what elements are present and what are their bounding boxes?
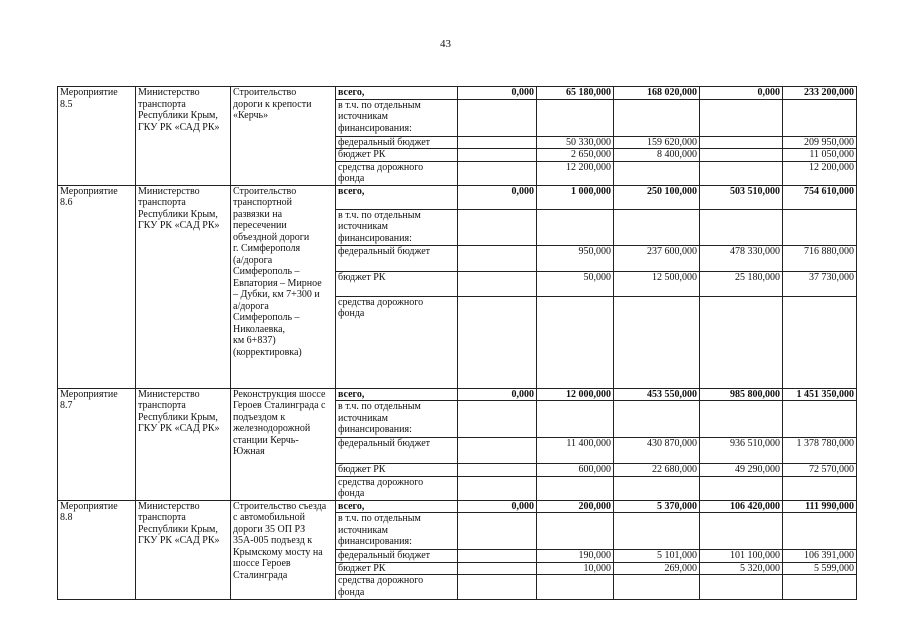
amount-year-1-cell — [458, 550, 537, 563]
amount-year-3-cell — [614, 161, 700, 185]
amount-total-cell: 754 610,000 — [783, 185, 857, 209]
funding-source-total: всего, — [336, 185, 458, 209]
amount-year-2-cell: 12 200,000 — [537, 161, 614, 185]
amount-year-4-cell — [700, 476, 783, 500]
amount-year-3-cell — [614, 99, 700, 136]
amount-year-3-cell: 12 500,000 — [614, 271, 700, 296]
amount-year-4-cell: 0,000 — [700, 87, 783, 100]
amount-year-3-cell: 237 600,000 — [614, 245, 700, 271]
amount-total-cell: 5 599,000 — [783, 562, 857, 575]
funding-source-regional: бюджет РК — [336, 149, 458, 162]
funding-source-road-fund: средства дорожного фонда — [336, 575, 458, 600]
funding-source-regional: бюджет РК — [336, 562, 458, 575]
amount-year-2-cell — [537, 99, 614, 136]
amount-year-2-cell: 50 330,000 — [537, 136, 614, 149]
amount-total-cell: 106 391,000 — [783, 550, 857, 563]
executor-cell-8-8: Министерство транспорта Республики Крым, ГКУ РК «САД РК» — [136, 500, 231, 600]
amount-year-1-cell — [458, 562, 537, 575]
amount-year-1-cell — [458, 209, 537, 245]
amount-total-cell: 37 730,000 — [783, 271, 857, 296]
amount-year-2-cell: 50,000 — [537, 271, 614, 296]
amount-year-3-cell: 5 370,000 — [614, 500, 700, 513]
funding-source-total: всего, — [336, 500, 458, 513]
amount-year-3-cell — [614, 401, 700, 438]
funding-source-breakdown: в т.ч. по отдельным источникам финансирования: — [336, 401, 458, 438]
amount-year-1-cell — [458, 401, 537, 438]
amount-year-4-cell — [700, 575, 783, 600]
amount-year-4-cell: 25 180,000 — [700, 271, 783, 296]
amount-total-cell — [783, 99, 857, 136]
amount-year-2-cell: 11 400,000 — [537, 438, 614, 464]
amount-year-3-cell — [614, 575, 700, 600]
amount-year-4-cell — [700, 296, 783, 388]
funding-source-road-fund: средства дорожного фонда — [336, 296, 458, 388]
executor-cell-8-6: Министерство транспорта Республики Крым, ГКУ РК «САД РК» — [136, 185, 231, 388]
table-row — [58, 500, 857, 513]
amount-year-4-cell — [700, 401, 783, 438]
amount-total-cell: 233 200,000 — [783, 87, 857, 100]
amount-year-3-cell — [614, 209, 700, 245]
amount-year-3-cell: 22 680,000 — [614, 464, 700, 477]
amount-year-4-cell: 106 420,000 — [700, 500, 783, 513]
amount-year-4-cell — [700, 209, 783, 245]
amount-year-1-cell: 0,000 — [458, 185, 537, 209]
amount-year-1-cell — [458, 271, 537, 296]
funding-source-federal: федеральный бюджет — [336, 438, 458, 464]
amount-year-2-cell: 200,000 — [537, 500, 614, 513]
amount-year-4-cell — [700, 136, 783, 149]
amount-total-cell: 111 990,000 — [783, 500, 857, 513]
amount-year-1-cell — [458, 296, 537, 388]
event-cell-8-7: Мероприятие 8.7 — [58, 388, 136, 500]
amount-year-4-cell — [700, 161, 783, 185]
amount-year-2-cell — [537, 575, 614, 600]
amount-year-3-cell: 8 400,000 — [614, 149, 700, 162]
amount-year-4-cell: 985 800,000 — [700, 388, 783, 401]
funding-source-regional: бюджет РК — [336, 271, 458, 296]
amount-year-4-cell: 936 510,000 — [700, 438, 783, 464]
amount-total-cell: 716 880,000 — [783, 245, 857, 271]
amount-year-1-cell — [458, 161, 537, 185]
amount-year-3-cell: 430 870,000 — [614, 438, 700, 464]
amount-year-2-cell — [537, 513, 614, 550]
funding-source-road-fund: средства дорожного фонда — [336, 161, 458, 185]
amount-year-3-cell — [614, 476, 700, 500]
executor-cell-8-7: Министерство транспорта Республики Крым, ГКУ РК «САД РК» — [136, 388, 231, 500]
event-cell-8-6: Мероприятие 8.6 — [58, 185, 136, 388]
amount-year-2-cell: 950,000 — [537, 245, 614, 271]
funding-source-total: всего, — [336, 388, 458, 401]
amount-year-1-cell — [458, 575, 537, 600]
event-cell-8-5: Мероприятие 8.5 — [58, 87, 136, 186]
amount-year-2-cell: 65 180,000 — [537, 87, 614, 100]
amount-year-1-cell — [458, 464, 537, 477]
amount-total-cell: 1 378 780,000 — [783, 438, 857, 464]
amount-year-2-cell: 2 650,000 — [537, 149, 614, 162]
project-name-cell-8-7: Реконструкция шоссе Героев Сталинграда с подъездом к железнодорожной станции Керчь- Южная — [231, 388, 336, 500]
page-number: 43 — [440, 38, 451, 50]
project-name-cell-8-5: Строительство дороги к крепости «Керчь» — [231, 87, 336, 186]
funding-source-total: всего, — [336, 87, 458, 100]
table-body — [58, 87, 857, 600]
executor-cell-8-5: Министерство транспорта Республики Крым, ГКУ РК «САД РК» — [136, 87, 231, 186]
funding-source-federal: федеральный бюджет — [336, 245, 458, 271]
amount-year-4-cell: 101 100,000 — [700, 550, 783, 563]
amount-year-2-cell: 12 000,000 — [537, 388, 614, 401]
amount-total-cell — [783, 401, 857, 438]
amount-year-2-cell — [537, 296, 614, 388]
amount-total-cell: 12 200,000 — [783, 161, 857, 185]
amount-year-1-cell — [458, 99, 537, 136]
amount-year-1-cell: 0,000 — [458, 500, 537, 513]
table-row — [58, 185, 857, 209]
amount-year-2-cell: 600,000 — [537, 464, 614, 477]
table-row — [58, 87, 857, 100]
amount-year-1-cell — [458, 245, 537, 271]
amount-total-cell: 209 950,000 — [783, 136, 857, 149]
table-row — [58, 388, 857, 401]
funding-source-federal: федеральный бюджет — [336, 136, 458, 149]
amount-total-cell: 1 451 350,000 — [783, 388, 857, 401]
amount-year-4-cell — [700, 513, 783, 550]
amount-total-cell — [783, 209, 857, 245]
funding-table — [57, 86, 857, 600]
amount-total-cell: 11 050,000 — [783, 149, 857, 162]
amount-year-1-cell: 0,000 — [458, 388, 537, 401]
amount-year-2-cell: 10,000 — [537, 562, 614, 575]
amount-total-cell — [783, 296, 857, 388]
amount-year-3-cell — [614, 513, 700, 550]
event-cell-8-8: Мероприятие 8.8 — [58, 500, 136, 600]
amount-year-3-cell: 453 550,000 — [614, 388, 700, 401]
amount-year-4-cell: 478 330,000 — [700, 245, 783, 271]
amount-year-3-cell: 269,000 — [614, 562, 700, 575]
amount-year-4-cell: 503 510,000 — [700, 185, 783, 209]
amount-year-2-cell: 190,000 — [537, 550, 614, 563]
amount-year-1-cell — [458, 513, 537, 550]
amount-year-4-cell — [700, 149, 783, 162]
project-name-cell-8-6: Строительство транспортной развязки на пересечении объездной дороги г. Симферополя (а/дорога Симферополь – Евпатория – Мирное – Дубки, км 7+300 и а/дорога Симферополь – Николаевка, км 6+837) (корректировка) — [231, 185, 336, 388]
amount-year-1-cell — [458, 136, 537, 149]
amount-year-3-cell — [614, 296, 700, 388]
amount-total-cell — [783, 476, 857, 500]
amount-year-3-cell: 168 020,000 — [614, 87, 700, 100]
amount-year-3-cell: 5 101,000 — [614, 550, 700, 563]
amount-year-2-cell: 1 000,000 — [537, 185, 614, 209]
amount-year-4-cell: 5 320,000 — [700, 562, 783, 575]
amount-year-3-cell: 250 100,000 — [614, 185, 700, 209]
amount-year-1-cell — [458, 149, 537, 162]
amount-total-cell — [783, 575, 857, 600]
amount-year-1-cell — [458, 438, 537, 464]
project-name-cell-8-8: Строительство съезда с автомобильной дороги 35 ОП РЗ 35А-005 подъезд к Крымскому мосту на шоссе Героев Сталинграда — [231, 500, 336, 600]
funding-source-federal: федеральный бюджет — [336, 550, 458, 563]
funding-source-breakdown: в т.ч. по отдельным источникам финансирования: — [336, 99, 458, 136]
amount-year-1-cell: 0,000 — [458, 87, 537, 100]
amount-year-2-cell — [537, 209, 614, 245]
amount-year-2-cell — [537, 476, 614, 500]
funding-source-breakdown: в т.ч. по отдельным источникам финансирования: — [336, 209, 458, 245]
amount-year-2-cell — [537, 401, 614, 438]
amount-total-cell: 72 570,000 — [783, 464, 857, 477]
amount-year-4-cell: 49 290,000 — [700, 464, 783, 477]
amount-total-cell — [783, 513, 857, 550]
amount-year-3-cell: 159 620,000 — [614, 136, 700, 149]
funding-source-road-fund: средства дорожного фонда — [336, 476, 458, 500]
funding-source-regional: бюджет РК — [336, 464, 458, 477]
funding-source-breakdown: в т.ч. по отдельным источникам финансирования: — [336, 513, 458, 550]
amount-year-1-cell — [458, 476, 537, 500]
amount-year-4-cell — [700, 99, 783, 136]
